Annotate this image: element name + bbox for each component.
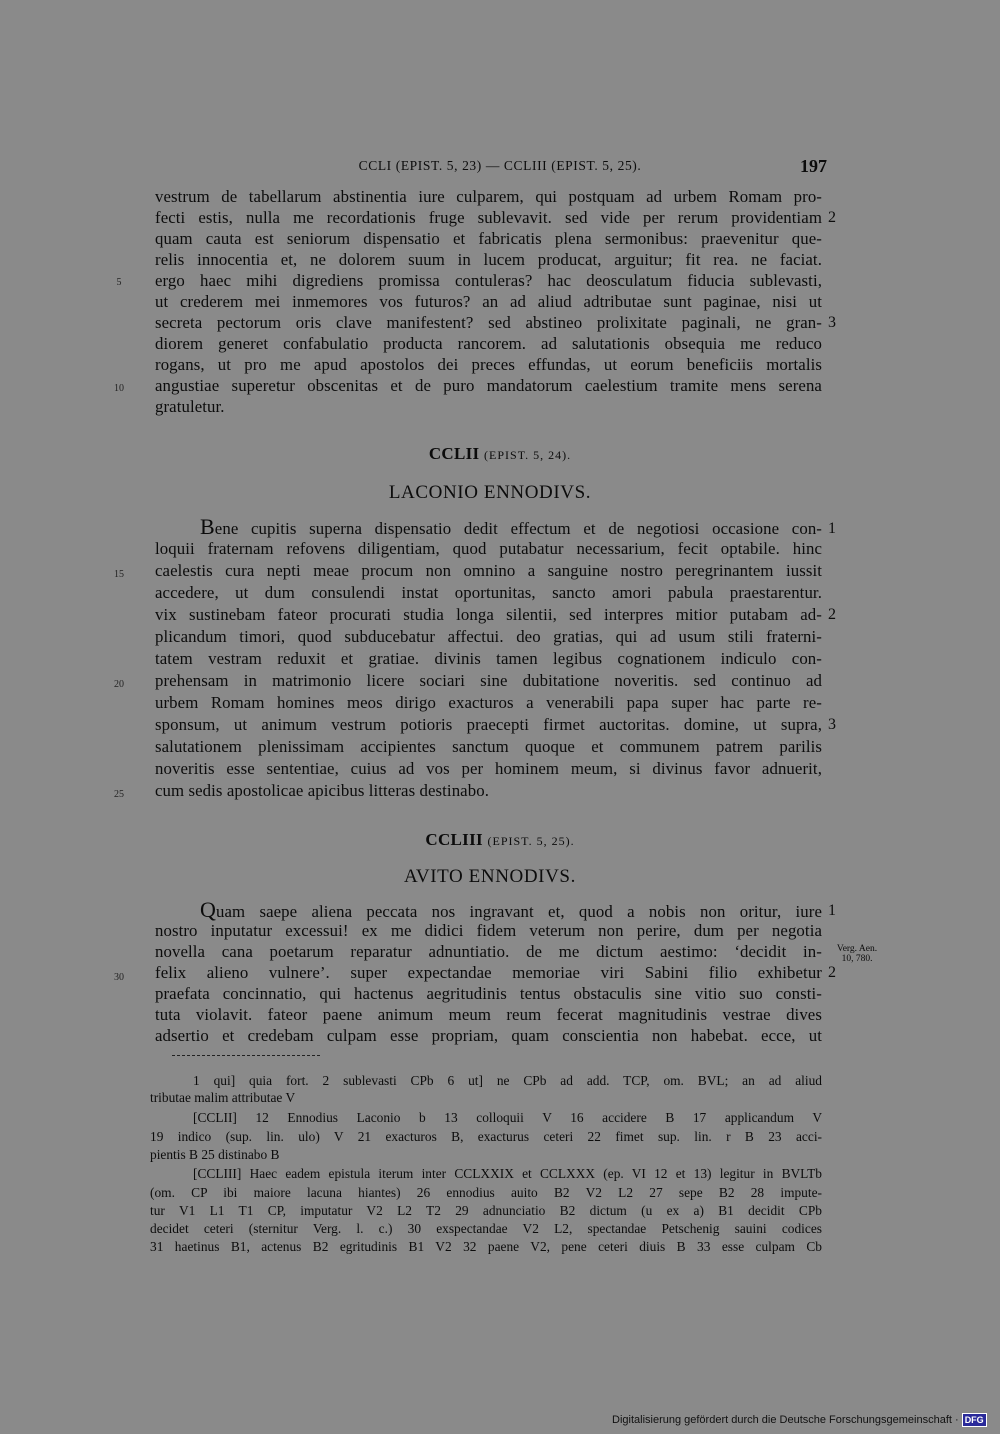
text-line: praefata concinnatio, qui hactenus aegritudinis tentus obstaculis sine vitio suo consti- — [155, 984, 822, 1003]
text-line: cum sedis apostolicae apicibus litteras destinabo. — [155, 781, 490, 800]
text-line: salutationem plenissimam accipientes sanctum quoque et communem patrem parilis — [155, 737, 822, 756]
text-line: quam cauta est seniorum dispensatio et fabricatis plena sermonibus: praevenitur que- — [155, 229, 822, 248]
drop-cap: B — [200, 514, 215, 539]
running-head: CCLI (EPIST. 5, 23) — CCLIII (EPIST. 5, 25). — [358, 158, 642, 173]
page-number: 197 — [800, 156, 827, 176]
margin-note — [832, 944, 882, 964]
section-number: 3 — [828, 314, 836, 331]
letter-number: CCLII — [428, 444, 480, 463]
text-line: felix alieno vulnere’. super expectandae memoriae viri Sabini filio exhibetur — [155, 963, 822, 982]
line-number: 25 — [114, 789, 124, 800]
footnote-line: 31 haetinus B1, actenus B2 egritudinis B1 V2 32 paene V2, pene ceteri diuis B 33 esse culpam Cb — [150, 1239, 822, 1254]
text-line: diorem generet confabulatio producta rancorem. ad salutationis obsequia me reduco — [155, 334, 822, 353]
text-line: angustiae superetur obscenitas et de puro mandatorum caelestium tramite mens serena — [155, 376, 822, 395]
line-number: 10 — [114, 383, 124, 394]
text-line: vestrum de tabellarum abstinentia iure culparem, qui postquam ad urbem Romam pro- — [155, 187, 822, 206]
footnote-line: [CCLII] 12 Ennodius Laconio b 13 colloquii V 16 accidere B 17 applicandum V — [193, 1110, 822, 1125]
footnote-line: (om. CP ibi maiore lacuna hiantes) 26 ennodius auito B2 V2 L2 27 sepe B2 28 impute- — [150, 1185, 822, 1200]
text-line: prehensam in matrimonio licere sociari sine dubitatione noveritis. sed continuo ad — [155, 671, 822, 690]
text-line: tatem vestram reduxit et gratiae. divinis tamen legibus cognationem indiculo con- — [155, 649, 822, 668]
footnote-line: 1 qui] quia fort. 2 sublevasti CPb 6 ut] ne CPb ad add. TCP, om. BVL; an ad aliud — [193, 1073, 822, 1088]
text-line: tuta violavit. fateor paene animum meum reum fecerat magnitudinis vestrae dives — [155, 1005, 822, 1024]
section-number: 2 — [828, 209, 836, 226]
first-line-text: uam saepe aliena peccata nos ingravant et, quod a nobis non oritur, iure — [216, 902, 822, 921]
text-line — [200, 514, 822, 539]
text-line: rogans, ut pro me apud apostolos dei preces effundas, ut eorum beneficiis mortalis — [155, 355, 822, 374]
text-line: loquii fraternam refovens diligentiam, quod putabatur necessarium, fecit optabile. hinc — [155, 539, 822, 558]
line-number: 5 — [116, 277, 122, 288]
text-line: ergo haec mihi digrediens promissa contuleras? hac deosculatum fiducia sublevasti, — [155, 271, 822, 290]
text-line: urbem Romam homines meos dirigo exacturos a venerabili papa super hac parte re- — [155, 693, 822, 712]
text-line: adsertio et credebam culpam esse propriam, quam conscientia non habebat. ecce, ut — [155, 1026, 822, 1045]
section-number: 3 — [828, 716, 836, 733]
margin-note-reference: 10, 780. — [841, 954, 873, 964]
footer-text: Digitalisierung gefördert durch die Deutsche Forschungsgemeinschaft · — [612, 1413, 959, 1426]
text-line: vix sustinebam fateor procurati studia longa silentii, sed interpres mitior putabam ad- — [155, 605, 822, 624]
footnote-line: tributae malim attributae V — [150, 1090, 296, 1105]
text-line: fecti estis, nulla me recordationis fruge sublevavit. sed vide per rerum providentiam — [155, 208, 822, 227]
footnote-line: [CCLIII] Haec eadem epistula iterum inter CCLXXIX et CCLXXX (ep. VI 12 et 13) legitur in BVLTb — [193, 1166, 822, 1181]
line-number: 20 — [114, 679, 124, 690]
text-line: caelestis cura nepti meae procum non omnino a sanguine nostro peregrinantem iussit — [155, 561, 822, 580]
text-line: gratuletur. — [155, 397, 225, 416]
section-number: 1 — [828, 520, 836, 537]
text-line: sponsum, ut animum vestrum potioris praecepti firmet auctoritas. domine, ut supra, — [155, 715, 822, 734]
letter-title: AVITO ENNODIVS. — [404, 866, 576, 887]
footnote-rule — [172, 1055, 320, 1056]
first-line-text: ene cupitis superna dispensatio dedit effectum et de negotiosi occasione con- — [214, 519, 822, 538]
digitization-footer — [612, 1413, 987, 1427]
drop-cap: Q — [200, 897, 216, 922]
text-line: novella cana poetarum reparatur adnuntiatio. de me dictum aestimo: ‘decidit in- — [155, 942, 822, 961]
text-line: plicandum timori, quod subducebatur affectui. deo gratias, qui ad usum stili fraterni- — [155, 627, 822, 646]
text-line: nostro inputatur excessui! ex me didici fidem veterum non perire, dum per negotia — [155, 921, 822, 940]
letter-heading — [0, 444, 1000, 464]
footnote-line: tur V1 L1 T1 CP, imputatur V2 L2 T2 29 adnunciatio B2 dictum (u ex a) B1 decidit CPb — [150, 1203, 822, 1218]
text-line: noveritis esse sententiae, cuius ad vos per hominem meum, si divinus favor adnuerit, — [155, 759, 822, 778]
dfg-logo: DFG — [962, 1413, 987, 1427]
letter-reference: (EPIST. 5, 25). — [487, 834, 575, 848]
letter-reference: (EPIST. 5, 24). — [484, 448, 572, 462]
text-line: secreta pectorum oris clave manifestent? sed abstineo prolixitate paginali, ne gran- — [155, 313, 822, 332]
text-line: relis innocentia et, ne dolorem suum in lucem producat, arguitur; fit rea. ne faciat. — [155, 250, 822, 269]
section-number: 2 — [828, 606, 836, 623]
footnote-line: pientis B 25 distinabo B — [150, 1147, 280, 1162]
text-line: accedere, ut dum consulendi instat oportunitas, sancto amori pabula praestarentur. — [155, 583, 822, 602]
text-line: ut crederem mei inmemores vos futuros? an ad aliud adtributae sunt paginae, nisi ut — [155, 292, 822, 311]
text-line — [200, 897, 822, 922]
letter-number: CCLIII — [425, 830, 483, 849]
section-number: 1 — [828, 902, 836, 919]
section-number: 2 — [828, 964, 836, 981]
letter-title: LACONIO ENNODIVS. — [388, 482, 592, 503]
line-number: 30 — [114, 972, 124, 983]
margin-note-source: Verg. Aen. — [836, 944, 878, 954]
footnote-line: 19 indico (sup. lin. ulo) V 21 exacturos B, exacturus ceteri 22 fimet sup. lin. r B 23 acci- — [150, 1129, 822, 1144]
footnote-line: decidet ceteri (sternitur Verg. l. c.) 30 exspectandae V2 L2, spectandae Petschenig sauini codices — [150, 1221, 822, 1236]
line-number: 15 — [114, 569, 124, 580]
letter-heading — [0, 830, 1000, 850]
